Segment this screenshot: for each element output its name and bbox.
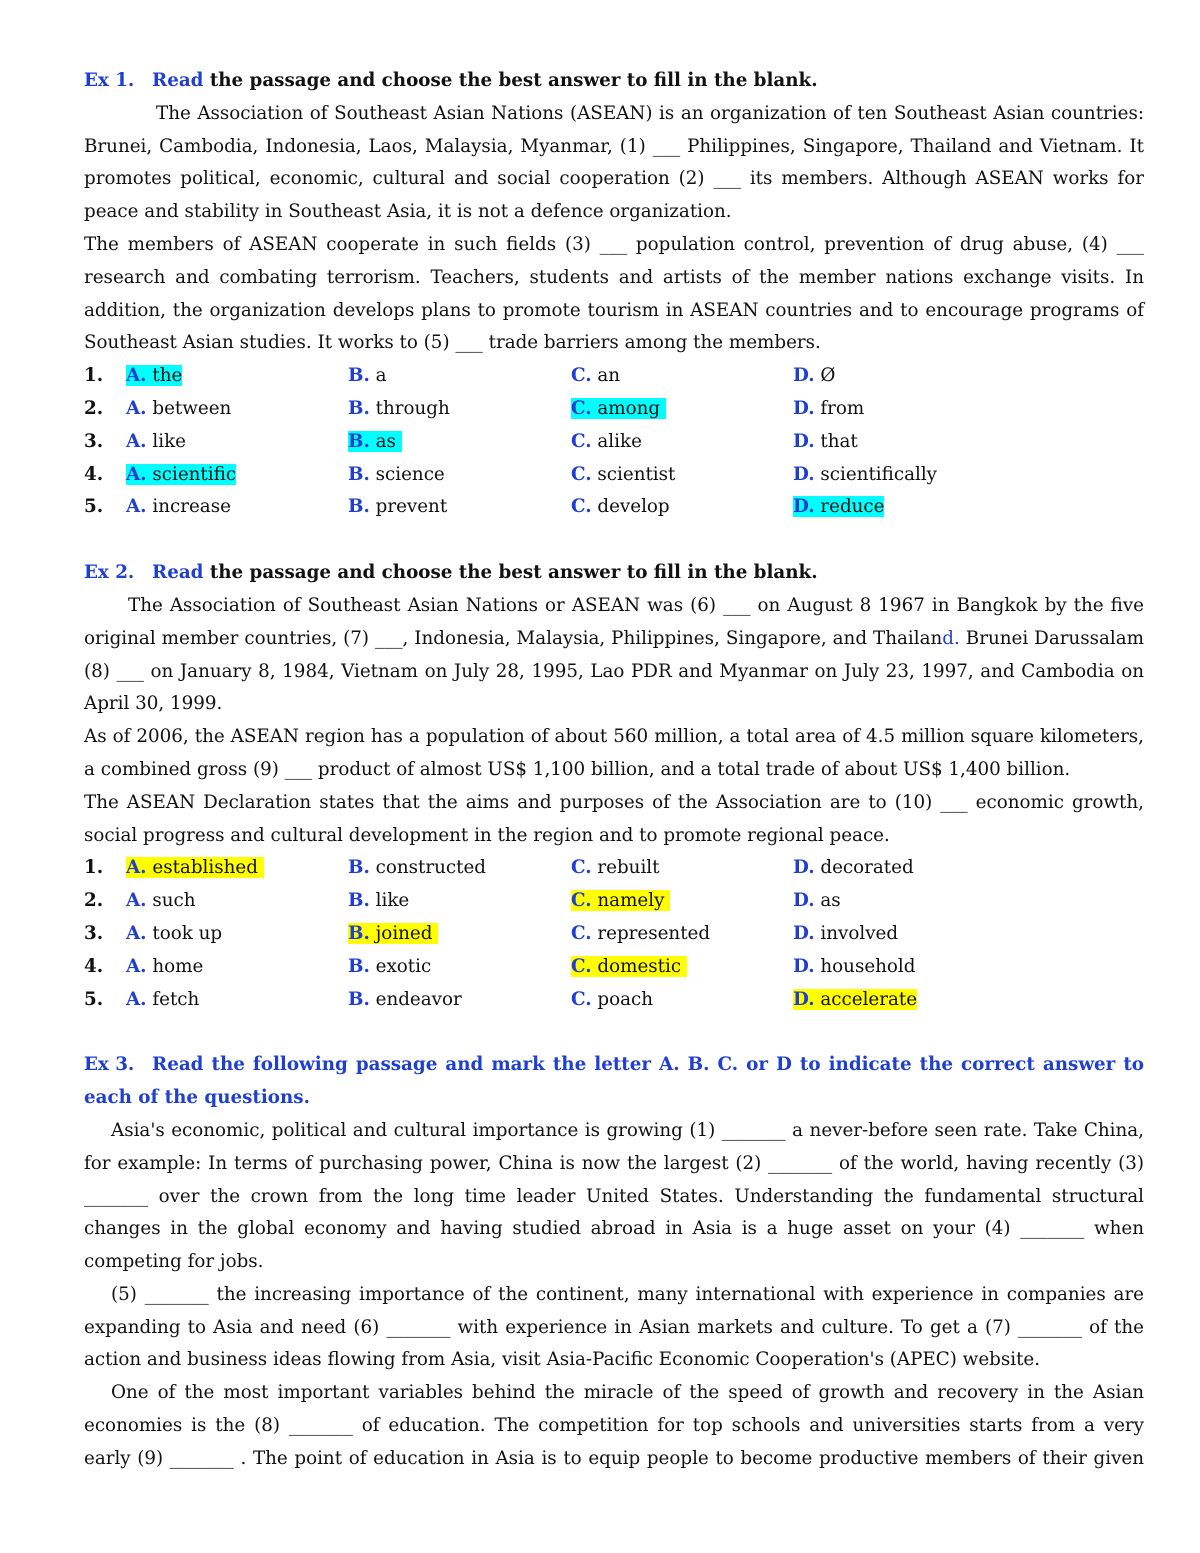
option-letter: C.: [571, 463, 592, 485]
ex2-paragraph-1-blue-text: d.: [942, 627, 960, 649]
option-text: poach: [591, 988, 654, 1010]
option-a: [126, 852, 348, 885]
option-text: fetch: [146, 988, 200, 1010]
option-c: [571, 852, 793, 885]
option-letter: B.: [348, 365, 370, 387]
option-text: that: [814, 430, 858, 452]
option-text: increase: [146, 496, 231, 518]
ex3-heading: [84, 1049, 1144, 1115]
option-text: from: [814, 397, 865, 419]
option-letter: B.: [348, 496, 370, 518]
option-letter: D.: [793, 890, 815, 912]
option-text: decorated: [814, 857, 914, 879]
option-c: [571, 393, 793, 426]
ex1-verb: Read: [152, 70, 204, 91]
option-d: [793, 393, 1015, 426]
ex1-question-row: [84, 360, 1144, 393]
option-c: [571, 918, 793, 951]
option-b: [348, 491, 571, 524]
option-b: [348, 360, 571, 393]
option-text: exotic: [369, 955, 432, 977]
option-letter: D.: [793, 955, 815, 977]
option-text: scientific: [146, 463, 237, 485]
option-text: an: [591, 365, 621, 387]
option-d: [793, 951, 1015, 984]
question-number: 2.: [84, 397, 104, 419]
option-letter: B.: [348, 890, 370, 912]
option-letter: C.: [571, 988, 592, 1010]
section-spacer: [84, 524, 1144, 557]
ex2-question-row: [84, 951, 1144, 984]
option-letter: A.: [126, 365, 147, 387]
option-text: develop: [591, 496, 670, 518]
option-c: [571, 426, 793, 459]
option-b: [348, 984, 571, 1017]
option-letter: A.: [126, 922, 147, 944]
option-a: [126, 393, 348, 426]
option-text: scientifically: [814, 463, 937, 485]
highlighted-answer: [348, 923, 438, 944]
ex3-paragraph-1: Asia's economic, political and cultural importance is growing (1) _______ a never-before seen rate. Take China, for example: In terms of purchasing power, China is now the largest (2) _______ of the world, having recently (3) _______ over the crown from the long time leader United States. Understanding the fundamental structural changes in the global economy and having studied abroad in Asia is a huge asset on your (4) _______ when competing for jobs.: [84, 1119, 1144, 1273]
option-letter: D.: [793, 463, 815, 485]
option-a: [126, 459, 348, 492]
ex3-paragraph-2: (5) _______ the increasing importance of the continent, many international with experience in companies are expanding to Asia and need (6) _______ with experience in Asian markets and culture. To get a (7) _______ of the action and business ideas flowing from Asia, visit Asia-Pacific Economic Cooperation's (APEC) website.: [84, 1283, 1144, 1371]
option-letter: C.: [571, 397, 592, 419]
option-text: Ø: [814, 365, 836, 387]
option-text: involved: [814, 922, 899, 944]
option-b: [348, 918, 571, 951]
option-d: [793, 491, 1015, 524]
option-text: the: [146, 365, 183, 387]
ex3-instruction: Read the following passage and mark the letter A. B. C. or D to indicate the correct answer to each of the questions.: [84, 1054, 1144, 1109]
worksheet-page: [84, 65, 1144, 1476]
option-a: [126, 951, 348, 984]
option-text: like: [146, 430, 186, 452]
option-letter: D.: [793, 922, 815, 944]
option-text: between: [146, 397, 232, 419]
option-d: [793, 360, 1015, 393]
ex2-paragraph-1-text: The Association of Southeast Asian Nations or ASEAN was (6) ___ on August 8 1967 in Bangkok by the five original member countries, (7) ___, Indonesia, Malaysia, Philippines, Singapore, and Thailan: [84, 594, 1144, 649]
ex1-heading: [84, 65, 1144, 98]
option-c: [571, 984, 793, 1017]
option-c: [571, 951, 793, 984]
question-number: 2.: [84, 890, 104, 912]
ex2-paragraph-1: [84, 590, 1144, 721]
option-b: [348, 426, 571, 459]
option-d: [793, 918, 1015, 951]
option-text: domestic: [591, 955, 682, 977]
ex1-question-row: [84, 426, 1144, 459]
option-d: [793, 426, 1015, 459]
option-text: a: [369, 365, 387, 387]
option-text: established: [146, 857, 258, 879]
option-b: [348, 459, 571, 492]
option-d: [793, 852, 1015, 885]
ex2-question-row: [84, 918, 1144, 951]
option-c: [571, 491, 793, 524]
ex3-paragraph-3: One of the most important variables behind the miracle of the speed of growth and recovery in the Asian economies is the (8) _______ of education. The competition for top schools and universities starts from a very early (9) _______ . The point of education in Asia is to equip people to become productive members of their given: [84, 1382, 1144, 1469]
option-letter: A.: [126, 857, 147, 879]
ex1-question-row: [84, 459, 1144, 492]
ex2-paragraph-3: The ASEAN Declaration states that the aims and purposes of the Association are to (10) ___ economic growth, social progress and cultural development in the region and to promote regional peace.: [84, 791, 1144, 846]
option-letter: C.: [571, 955, 592, 977]
option-letter: C.: [571, 857, 592, 879]
option-a: [126, 491, 348, 524]
option-letter: A.: [126, 463, 147, 485]
option-text: as: [814, 890, 841, 912]
option-letter: D.: [793, 365, 815, 387]
option-letter: D.: [793, 857, 815, 879]
option-letter: B.: [348, 430, 370, 452]
highlighted-answer: [571, 398, 666, 419]
option-letter: B.: [348, 922, 370, 944]
ex2-paragraph-1-text-cont: Brunei Darussalam (8) ___ on January 8, 1984, Vietnam on July 28, 1995, Lao PDR and Myanmar on July 23, 1997, and Cambodia on April 30, 1999.: [84, 627, 1144, 715]
option-text: alike: [591, 430, 642, 452]
option-letter: B.: [348, 857, 370, 879]
question-number: 1.: [84, 365, 104, 387]
option-a: [126, 426, 348, 459]
option-b: [348, 951, 571, 984]
option-text: represented: [591, 922, 711, 944]
option-letter: C.: [571, 365, 592, 387]
option-letter: A.: [126, 890, 147, 912]
option-text: reduce: [814, 496, 885, 518]
highlighted-answer: [126, 857, 264, 878]
option-text: through: [369, 397, 450, 419]
question-number: 4.: [84, 955, 104, 977]
option-text: rebuilt: [591, 857, 660, 879]
highlighted-answer: [793, 496, 884, 517]
question-number: 4.: [84, 463, 104, 485]
ex1-paragraph-2: The members of ASEAN cooperate in such fields (3) ___ population control, prevention of drug abuse, (4) ___ research and combating terrorism. Teachers, students and artists of the member nations exchange visits. In addition, the organization develops plans to promote tourism in ASEAN countries and to encourage programs of Southeast Asian studies. It works to (5) ___ trade barriers among the members.: [84, 233, 1144, 354]
option-d: [793, 885, 1015, 918]
option-text: among: [591, 397, 661, 419]
option-letter: B.: [348, 988, 370, 1010]
option-text: scientist: [591, 463, 676, 485]
option-letter: D.: [793, 988, 815, 1010]
ex1-paragraph-1: The Association of Southeast Asian Nations (ASEAN) is an organization of ten Southeast Asian countries: Brunei, Cambodia, Indonesia, Laos, Malaysia, Myanmar, (1) ___ Philippines, Singapore, Thailand and Vietnam. It promotes political, economic, cultural and social cooperation (2) ___ its members. Although ASEAN works for peace and stability in Southeast Asia, it is not a defence organization.: [84, 102, 1144, 223]
option-text: namely: [591, 890, 665, 912]
option-a: [126, 360, 348, 393]
option-text: science: [369, 463, 445, 485]
option-letter: D.: [793, 496, 815, 518]
question-number: 5.: [84, 496, 104, 518]
option-b: [348, 852, 571, 885]
highlighted-answer: [126, 464, 236, 485]
ex2-question-row: [84, 984, 1144, 1017]
question-number: 5.: [84, 988, 104, 1010]
ex2-question-row: [84, 885, 1144, 918]
highlighted-answer: [571, 890, 670, 911]
option-d: [793, 459, 1015, 492]
option-letter: A.: [126, 430, 147, 452]
option-letter: D.: [793, 430, 815, 452]
option-text: joined: [369, 922, 433, 944]
option-text: home: [146, 955, 204, 977]
option-b: [348, 885, 571, 918]
ex1-question-row: [84, 491, 1144, 524]
ex2-verb: Read: [152, 562, 204, 584]
option-text: took up: [146, 922, 223, 944]
option-text: such: [146, 890, 196, 912]
ex1-instruction: the passage and choose the best answer to fill in the blank.: [203, 70, 818, 91]
option-letter: C.: [571, 496, 592, 518]
option-c: [571, 360, 793, 393]
ex1-question-row: [84, 393, 1144, 426]
question-number: 1.: [84, 857, 104, 879]
ex2-number: Ex 2.: [84, 562, 135, 584]
ex1-answer-options: [84, 360, 1144, 524]
question-number: 3.: [84, 430, 104, 452]
option-c: [571, 459, 793, 492]
option-text: endeavor: [369, 988, 462, 1010]
option-letter: C.: [571, 430, 592, 452]
option-text: as: [369, 430, 396, 452]
option-text: accelerate: [814, 988, 918, 1010]
option-letter: B.: [348, 397, 370, 419]
ex2-answer-options: [84, 852, 1144, 1016]
option-text: like: [369, 890, 410, 912]
ex2-instruction: the passage and choose the best answer to fill in the blank.: [203, 562, 818, 584]
option-text: constructed: [369, 857, 487, 879]
ex1-number: Ex 1.: [84, 70, 135, 91]
ex2-question-row: [84, 852, 1144, 885]
highlighted-answer: [348, 431, 402, 452]
option-letter: A.: [126, 955, 147, 977]
option-letter: C.: [571, 922, 592, 944]
option-b: [348, 393, 571, 426]
question-number: 3.: [84, 922, 104, 944]
highlighted-answer: [793, 989, 917, 1010]
option-letter: B.: [348, 955, 370, 977]
ex2-paragraph-2: As of 2006, the ASEAN region has a population of about 560 million, a total area of 4.5 million square kilometers, a combined gross (9) ___ product of almost US$ 1,100 billion, and a total trade of about US$ 1,400 billion.: [84, 726, 1144, 780]
option-a: [126, 918, 348, 951]
option-text: household: [814, 955, 916, 977]
option-a: [126, 984, 348, 1017]
option-letter: C.: [571, 890, 592, 912]
option-letter: B.: [348, 463, 370, 485]
option-d: [793, 984, 1015, 1017]
ex3-number: Ex 3.: [84, 1054, 135, 1076]
option-letter: A.: [126, 397, 147, 419]
option-text: prevent: [369, 496, 448, 518]
option-a: [126, 885, 348, 918]
option-letter: D.: [793, 397, 815, 419]
option-letter: A.: [126, 988, 147, 1010]
highlighted-answer: [571, 956, 687, 977]
option-letter: A.: [126, 496, 147, 518]
option-c: [571, 885, 793, 918]
highlighted-answer: [126, 365, 182, 386]
ex2-heading: [84, 557, 1144, 590]
section-spacer: [84, 1016, 1144, 1049]
